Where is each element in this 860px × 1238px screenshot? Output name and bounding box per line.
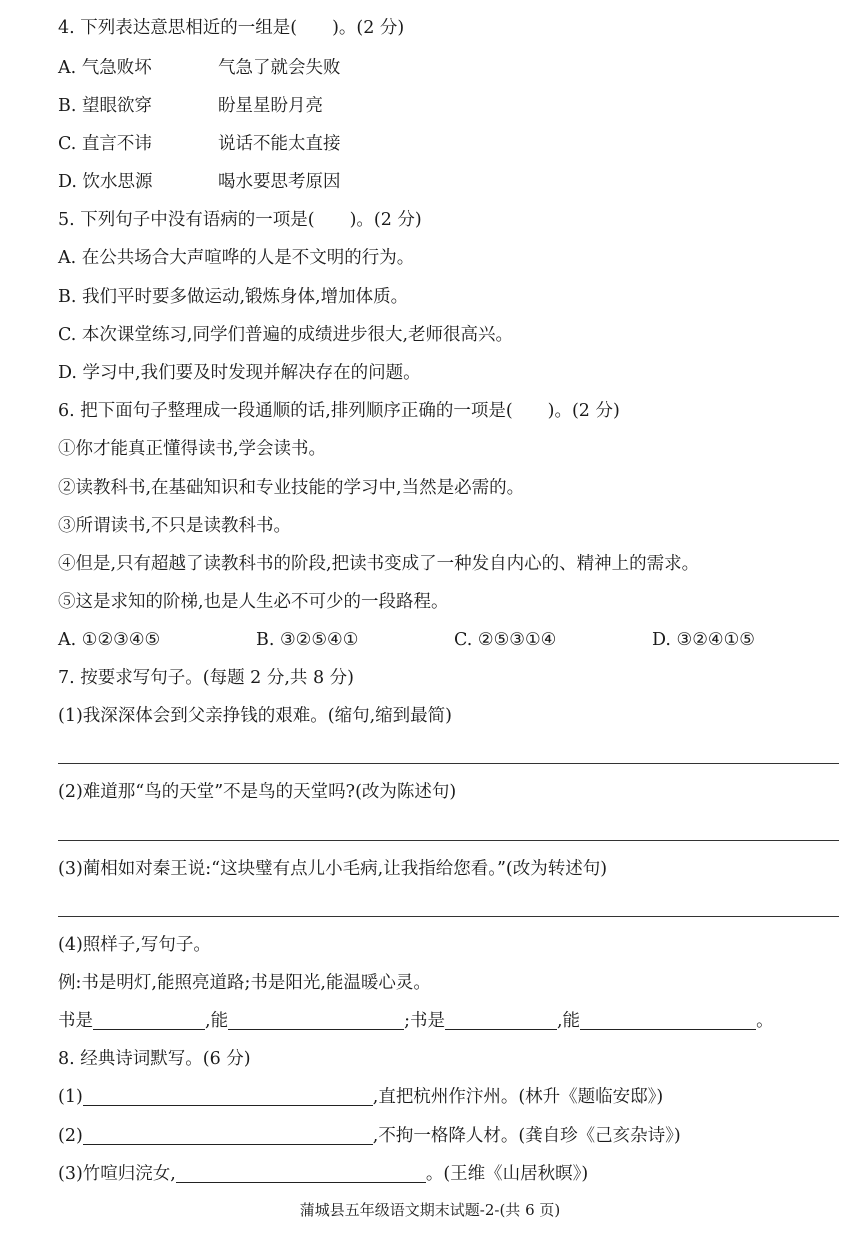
q7-stem: 7. 按要求写句子。(每题 2 分,共 8 分): [58, 668, 354, 688]
q4-option-a: [58, 56, 341, 80]
q7-fill-word-1: 书是: [58, 1011, 93, 1031]
q7-sub1: (1)我深深体会到父亲挣钱的艰难。(缩句,缩到最简): [58, 706, 453, 726]
q7-sub3-answer-line[interactable]: [58, 916, 839, 917]
q4-option-d-meaning: 喝水要思考原因: [218, 172, 341, 192]
q7-fill-blank-2[interactable]: [228, 1011, 404, 1030]
q5-option-a: A. 在公共场合大声喧哗的人是不文明的行为。: [58, 248, 415, 268]
q8-line-3-blank[interactable]: [176, 1164, 426, 1183]
q6-options: [58, 628, 755, 652]
q8-line-1-text: ,直把杭州作汴州。(林升《题临安邸》): [372, 1087, 664, 1107]
q4-option-c-meaning: 说话不能太直接: [218, 134, 341, 154]
q7-fill-sentence: [58, 1009, 774, 1033]
q6-option-b: B. ③②⑤④①: [256, 630, 359, 650]
q7-sub2-answer-line[interactable]: [58, 840, 839, 841]
q8-line-1-blank[interactable]: [83, 1087, 373, 1106]
q8-stem: 8. 经典诗词默写。(6 分): [58, 1049, 251, 1069]
q6-option-a: A. ①②③④⑤: [58, 630, 161, 650]
q8-line-2: [58, 1124, 681, 1148]
q7-fill-blank-1[interactable]: [93, 1011, 205, 1030]
q6-sentence-3: ③所谓读书,不只是读教科书。: [58, 516, 292, 536]
q8-line-2-number: (2): [58, 1126, 83, 1146]
q4-option-a-idiom: A. 气急败坏: [58, 58, 152, 78]
q4-option-b: [58, 94, 323, 118]
q6-sentence-4: ④但是,只有超越了读教科书的阶段,把读书变成了一种发自内心的、精神上的需求。: [58, 554, 700, 574]
q4-option-c-idiom: C. 直言不讳: [58, 134, 152, 154]
q7-example: 例:书是明灯,能照亮道路;书是阳光,能温暖心灵。: [58, 973, 431, 993]
q8-line-1-number: (1): [58, 1087, 83, 1107]
q6-option-d: D. ③②④①⑤: [652, 630, 755, 650]
q6-sentence-5: ⑤这是求知的阶梯,也是人生必不可少的一段路程。: [58, 592, 449, 612]
q7-fill-word-2: ,能: [205, 1011, 229, 1031]
q7-fill-word-4: ,能: [556, 1011, 581, 1031]
q7-fill-word-3: ;书是: [404, 1011, 445, 1031]
q6-sentence-1: ①你才能真正懂得读书,学会读书。: [58, 439, 327, 459]
q5-stem: 5. 下列句子中没有语病的一项是( )。(2 分): [58, 210, 422, 230]
q4-option-c: [58, 132, 341, 156]
q7-fill-blank-4[interactable]: [580, 1011, 756, 1030]
q7-fill-blank-3[interactable]: [445, 1011, 557, 1030]
q7-sub3: (3)蔺相如对秦王说:“这块璧有点儿小毛病,让我指给您看。”(改为转述句): [58, 859, 608, 879]
q8-line-3-prefix: (3)竹喧归浣女,: [58, 1164, 176, 1184]
q8-line-1: [58, 1085, 663, 1109]
q5-option-d: D. 学习中,我们要及时发现并解决存在的问题。: [58, 363, 421, 383]
q6-option-c: C. ②⑤③①④: [454, 630, 557, 650]
q8-line-3-text: 。(王维《山居秋暝》): [425, 1164, 589, 1184]
q4-stem: 4. 下列表达意思相近的一组是( )。(2 分): [58, 18, 405, 38]
q4-option-a-meaning: 气急了就会失败: [218, 58, 341, 78]
q4-option-b-meaning: 盼星星盼月亮: [218, 96, 323, 116]
q8-line-3: [58, 1162, 588, 1186]
q4-option-b-idiom: B. 望眼欲穿: [58, 96, 152, 116]
q4-option-d: [58, 170, 341, 194]
page-footer: 蒲城县五年级语文期末试题-2-(共 6 页): [299, 1201, 561, 1219]
q7-fill-word-5: 。: [756, 1011, 774, 1031]
q7-sub2: (2)难道那“鸟的天堂”不是鸟的天堂吗?(改为陈述句): [58, 782, 457, 802]
q8-line-2-blank[interactable]: [83, 1126, 373, 1145]
q8-line-2-text: ,不拘一格降人材。(龚自珍《己亥杂诗》): [372, 1126, 681, 1146]
q7-sub1-answer-line[interactable]: [58, 763, 839, 764]
q7-sub4: (4)照样子,写句子。: [58, 935, 211, 955]
q5-option-c: C. 本次课堂练习,同学们普遍的成绩进步很大,老师很高兴。: [58, 325, 514, 345]
q5-option-b: B. 我们平时要多做运动,锻炼身体,增加体质。: [58, 287, 409, 307]
q6-sentence-2: ②读教科书,在基础知识和专业技能的学习中,当然是必需的。: [58, 478, 525, 498]
q6-stem: 6. 把下面句子整理成一段通顺的话,排列顺序正确的一项是( )。(2 分): [58, 401, 620, 421]
q4-option-d-idiom: D. 饮水思源: [58, 172, 153, 192]
